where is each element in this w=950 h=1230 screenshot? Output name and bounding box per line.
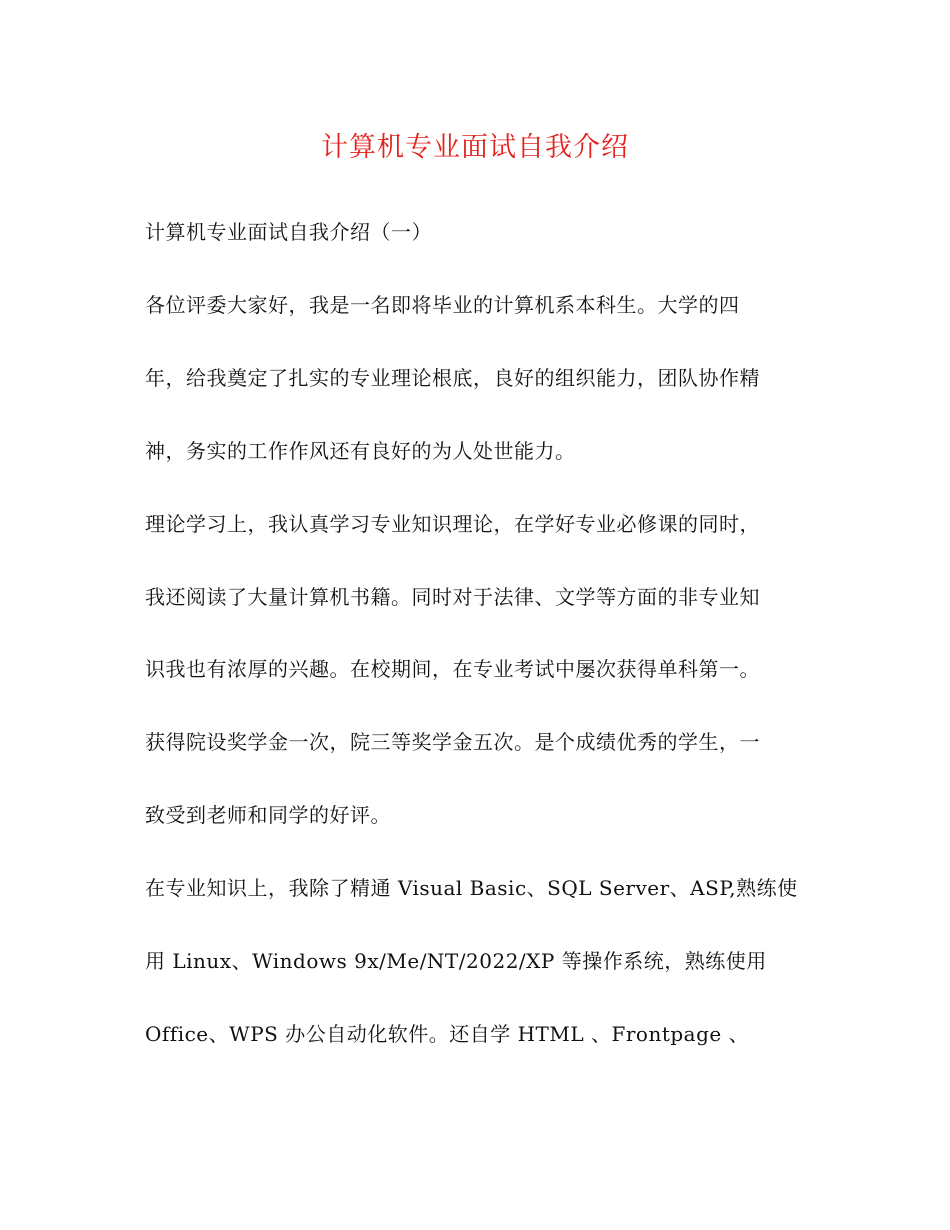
document-title: 计算机专业面试自我介绍 — [321, 132, 629, 163]
paragraph-line: 各位评委大家好，我是一名即将毕业的计算机系本科生。大学的四 — [145, 293, 740, 317]
paragraph-line: 获得院设奖学金一次，院三等奖学金五次。是个成绩优秀的学生，一 — [145, 730, 760, 754]
paragraph-line: 年，给我奠定了扎实的专业理论根底，良好的组织能力，团队协作精 — [145, 366, 760, 390]
paragraph-line: Office、WPS 办公自动化软件。还自学 HTML 、Frontpage 、 — [145, 1022, 750, 1046]
section-heading: 计算机专业面试自我介绍（一） — [145, 220, 432, 244]
paragraph-line: 识我也有浓厚的兴趣。在校期间，在专业考试中屡次获得单科第一。 — [145, 657, 760, 681]
paragraph-line: 我还阅读了大量计算机书籍。同时对于法律、文学等方面的非专业知 — [145, 585, 760, 609]
paragraph-line: 在专业知识上，我除了精通 Visual Basic、SQL Server、ASP,熟练使 — [145, 876, 798, 900]
paragraph-line: 致受到老师和同学的好评。 — [145, 803, 391, 827]
paragraph-line: 理论学习上，我认真学习专业知识理论，在学好专业必修课的同时， — [145, 512, 760, 536]
paragraph-line: 用 Linux、Windows 9x/Me/NT/2022/XP 等操作系统，熟练使用 — [145, 949, 767, 973]
paragraph-line: 神，务实的工作作风还有良好的为人处世能力。 — [145, 439, 576, 463]
